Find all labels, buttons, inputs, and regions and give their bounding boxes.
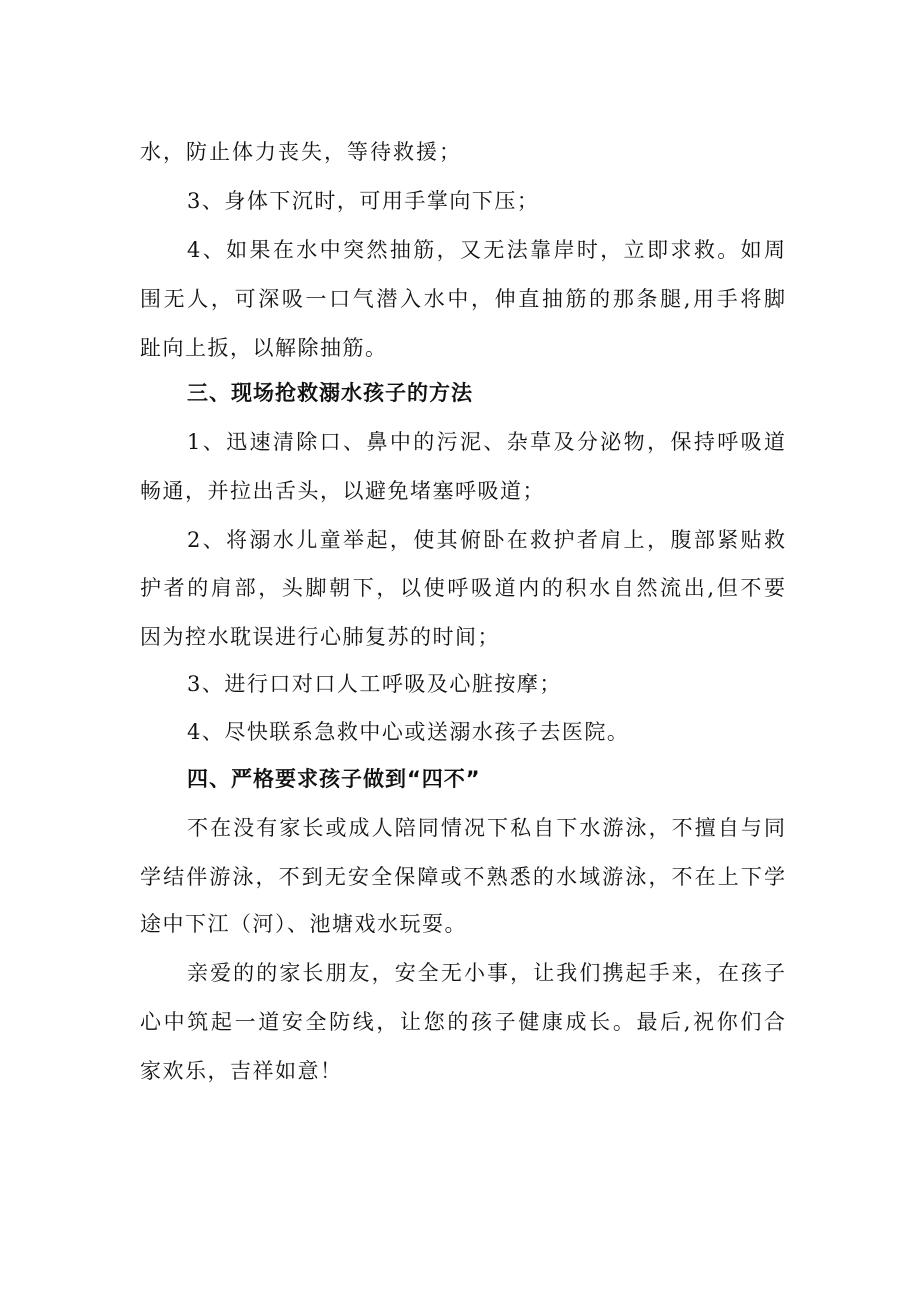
paragraph-line: 不在没有家长或成人陪同情况下私自下水游泳，不擅自与同 <box>187 816 785 840</box>
paragraph-line: 家欢乐，吉祥如意！ <box>140 1059 343 1083</box>
paragraph-line: 1、迅速清除口、鼻中的污泥、杂草及分泌物，保持呼吸道 <box>187 430 785 454</box>
section-heading: 三、现场抢救溺水孩子的方法 <box>187 381 473 405</box>
paragraph-line: 4、尽快联系急救中心或送溺水孩子去医院。 <box>187 720 630 744</box>
paragraph-line: 途中下江（河）、池塘戏水玩耍。 <box>140 912 467 936</box>
paragraph-line: 2、将溺水儿童举起，使其俯卧在救护者肩上，腹部紧贴救 <box>187 528 785 552</box>
paragraph-line: 3、进行口对口人工呼吸及心脏按摩； <box>187 672 562 696</box>
section-heading: 四、严格要求孩子做到“四不” <box>187 767 481 791</box>
paragraph-line: 心中筑起一道安全防线，让您的孩子健康成长。最后,祝你们合 <box>140 1010 785 1034</box>
paragraph-line: 因为控水耽误进行心肺复苏的时间； <box>140 625 500 649</box>
paragraph-line: 4、如果在水中突然抽筋，又无法靠岸时，立即求救。如周 <box>187 238 785 262</box>
paragraph-line: 水，防止体力丧失，等待救援； <box>140 140 462 164</box>
paragraph-line: 围无人，可深吸一口气潜入水中，伸直抽筋的那条腿,用手将脚 <box>140 287 785 311</box>
paragraph-line: 趾向上扳，以解除抽筋。 <box>140 336 388 360</box>
paragraph-line: 护者的肩部，头脚朝下，以使呼吸道内的积水自然流出,但不要 <box>140 576 785 600</box>
paragraph-line: 3、身体下沉时，可用手掌向下压； <box>187 189 540 213</box>
paragraph-line: 亲爱的的家长朋友，安全无小事，让我们携起手来，在孩子 <box>187 961 785 985</box>
paragraph-line: 畅通，并拉出舌头，以避免堵塞呼吸道； <box>140 479 545 503</box>
paragraph-line: 学结伴游泳，不到无安全保障或不熟悉的水域游泳，不在上下学 <box>140 865 785 889</box>
